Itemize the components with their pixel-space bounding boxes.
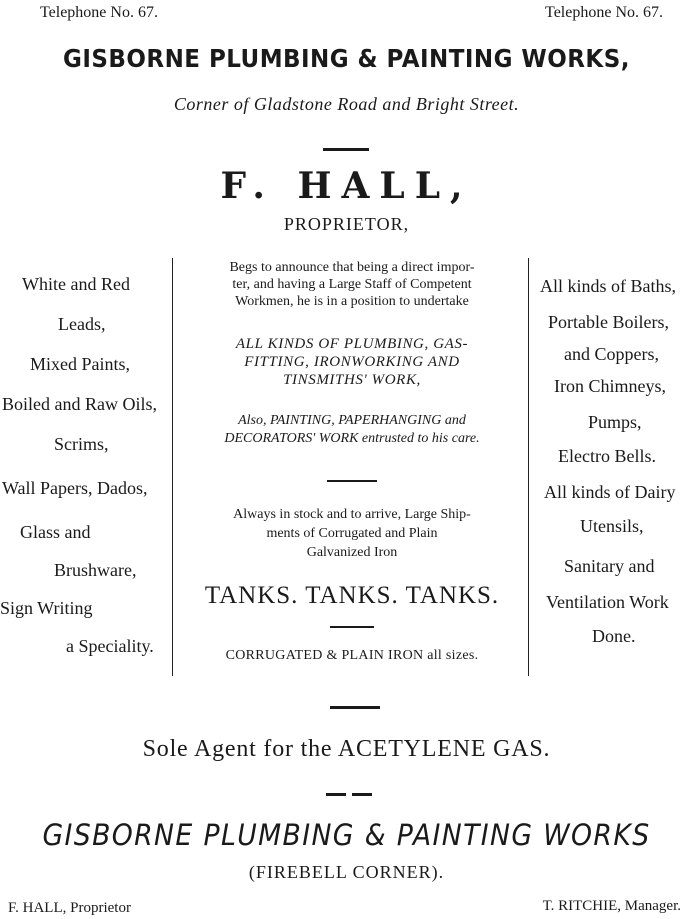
right-item: Ventilation Work: [546, 592, 669, 612]
right-item: Pumps,: [588, 412, 642, 432]
left-item: a Speciality.: [66, 636, 154, 656]
divider-rule: [323, 148, 369, 151]
left-item: White and Red: [22, 274, 130, 294]
right-item: Electro Bells.: [558, 446, 656, 466]
right-item: and Coppers,: [564, 344, 659, 364]
right-item: Done.: [592, 626, 636, 646]
footer-location: (FIREBELL CORNER).: [248, 862, 445, 882]
stock-text: [174, 505, 530, 562]
left-item: Sign Writing: [0, 598, 93, 618]
divider-rule: [330, 626, 374, 628]
footer-manager: T. RITCHIE, Manager.: [542, 898, 681, 914]
footer-proprietor: F. HALL, Proprietor: [8, 900, 131, 916]
right-item: Iron Chimneys,: [554, 376, 666, 396]
telephone-left: Telephone No. 67.: [40, 4, 158, 21]
telephone-right: Telephone No. 67.: [545, 4, 663, 21]
left-item: Brushware,: [54, 560, 137, 580]
proprietor-title: PROPRIETOR,: [283, 214, 410, 234]
intro-text: [174, 259, 530, 310]
column-divider-left: [172, 258, 173, 676]
also-line: DECORATORS' WORK entrusted to his care.: [224, 431, 480, 446]
stock-line: Galvanized Iron: [306, 545, 398, 560]
tanks-heading: TANKS. TANKS. TANKS.: [204, 582, 500, 609]
divider-rule: [352, 793, 372, 796]
left-item: Leads,: [58, 314, 106, 334]
right-item: Sanitary and: [564, 556, 655, 576]
services-line: ALL KINDS OF PLUMBING, GAS-: [235, 336, 469, 352]
left-item: Glass and: [20, 522, 91, 542]
left-item: Boiled and Raw Oils,: [2, 394, 157, 414]
right-item: All kinds of Baths,: [540, 276, 677, 296]
intro-line: Workmen, he is in a position to undertake: [235, 294, 469, 309]
stock-line: Always in stock and to arrive, Large Ship-: [233, 507, 471, 522]
proprietor-name: F. HALL,: [220, 165, 473, 207]
intro-line: ter, and having a Large Staff of Competent: [232, 277, 472, 292]
also-text: [174, 412, 530, 448]
stock-line: ments of Corrugated and Plain: [266, 526, 438, 541]
divider-rule: [330, 706, 380, 709]
services-line: FITTING, IRONWORKING AND: [244, 354, 460, 370]
column-divider-right: [528, 258, 529, 676]
business-name-heading: GISBORNE PLUMBING & PAINTING WORKS,: [63, 44, 630, 73]
divider-rule: [327, 480, 377, 482]
divider-rule: [326, 793, 346, 796]
left-item: Mixed Paints,: [30, 354, 131, 374]
right-item: Utensils,: [580, 516, 644, 536]
sole-agent-line: Sole Agent for the ACETYLENE GAS.: [142, 736, 551, 762]
left-item: Scrims,: [54, 434, 109, 454]
right-item: All kinds of Dairy: [544, 482, 676, 502]
footer-business-name: GISBORNE PLUMBING & PAINTING WORKS: [42, 818, 651, 852]
services-line: TINSMITHS' WORK,: [283, 372, 421, 388]
right-item: Portable Boilers,: [548, 312, 669, 332]
services-text: [174, 335, 530, 389]
left-item: Wall Papers, Dados,: [2, 478, 148, 498]
intro-line: Begs to announce that being a direct impor-: [229, 260, 475, 275]
also-line: Also, PAINTING, PAPERHANGING and: [238, 413, 466, 428]
corrugated-text: CORRUGATED & PLAIN IRON all sizes.: [225, 648, 479, 663]
business-address: Corner of Gladstone Road and Bright Street.: [173, 94, 520, 114]
